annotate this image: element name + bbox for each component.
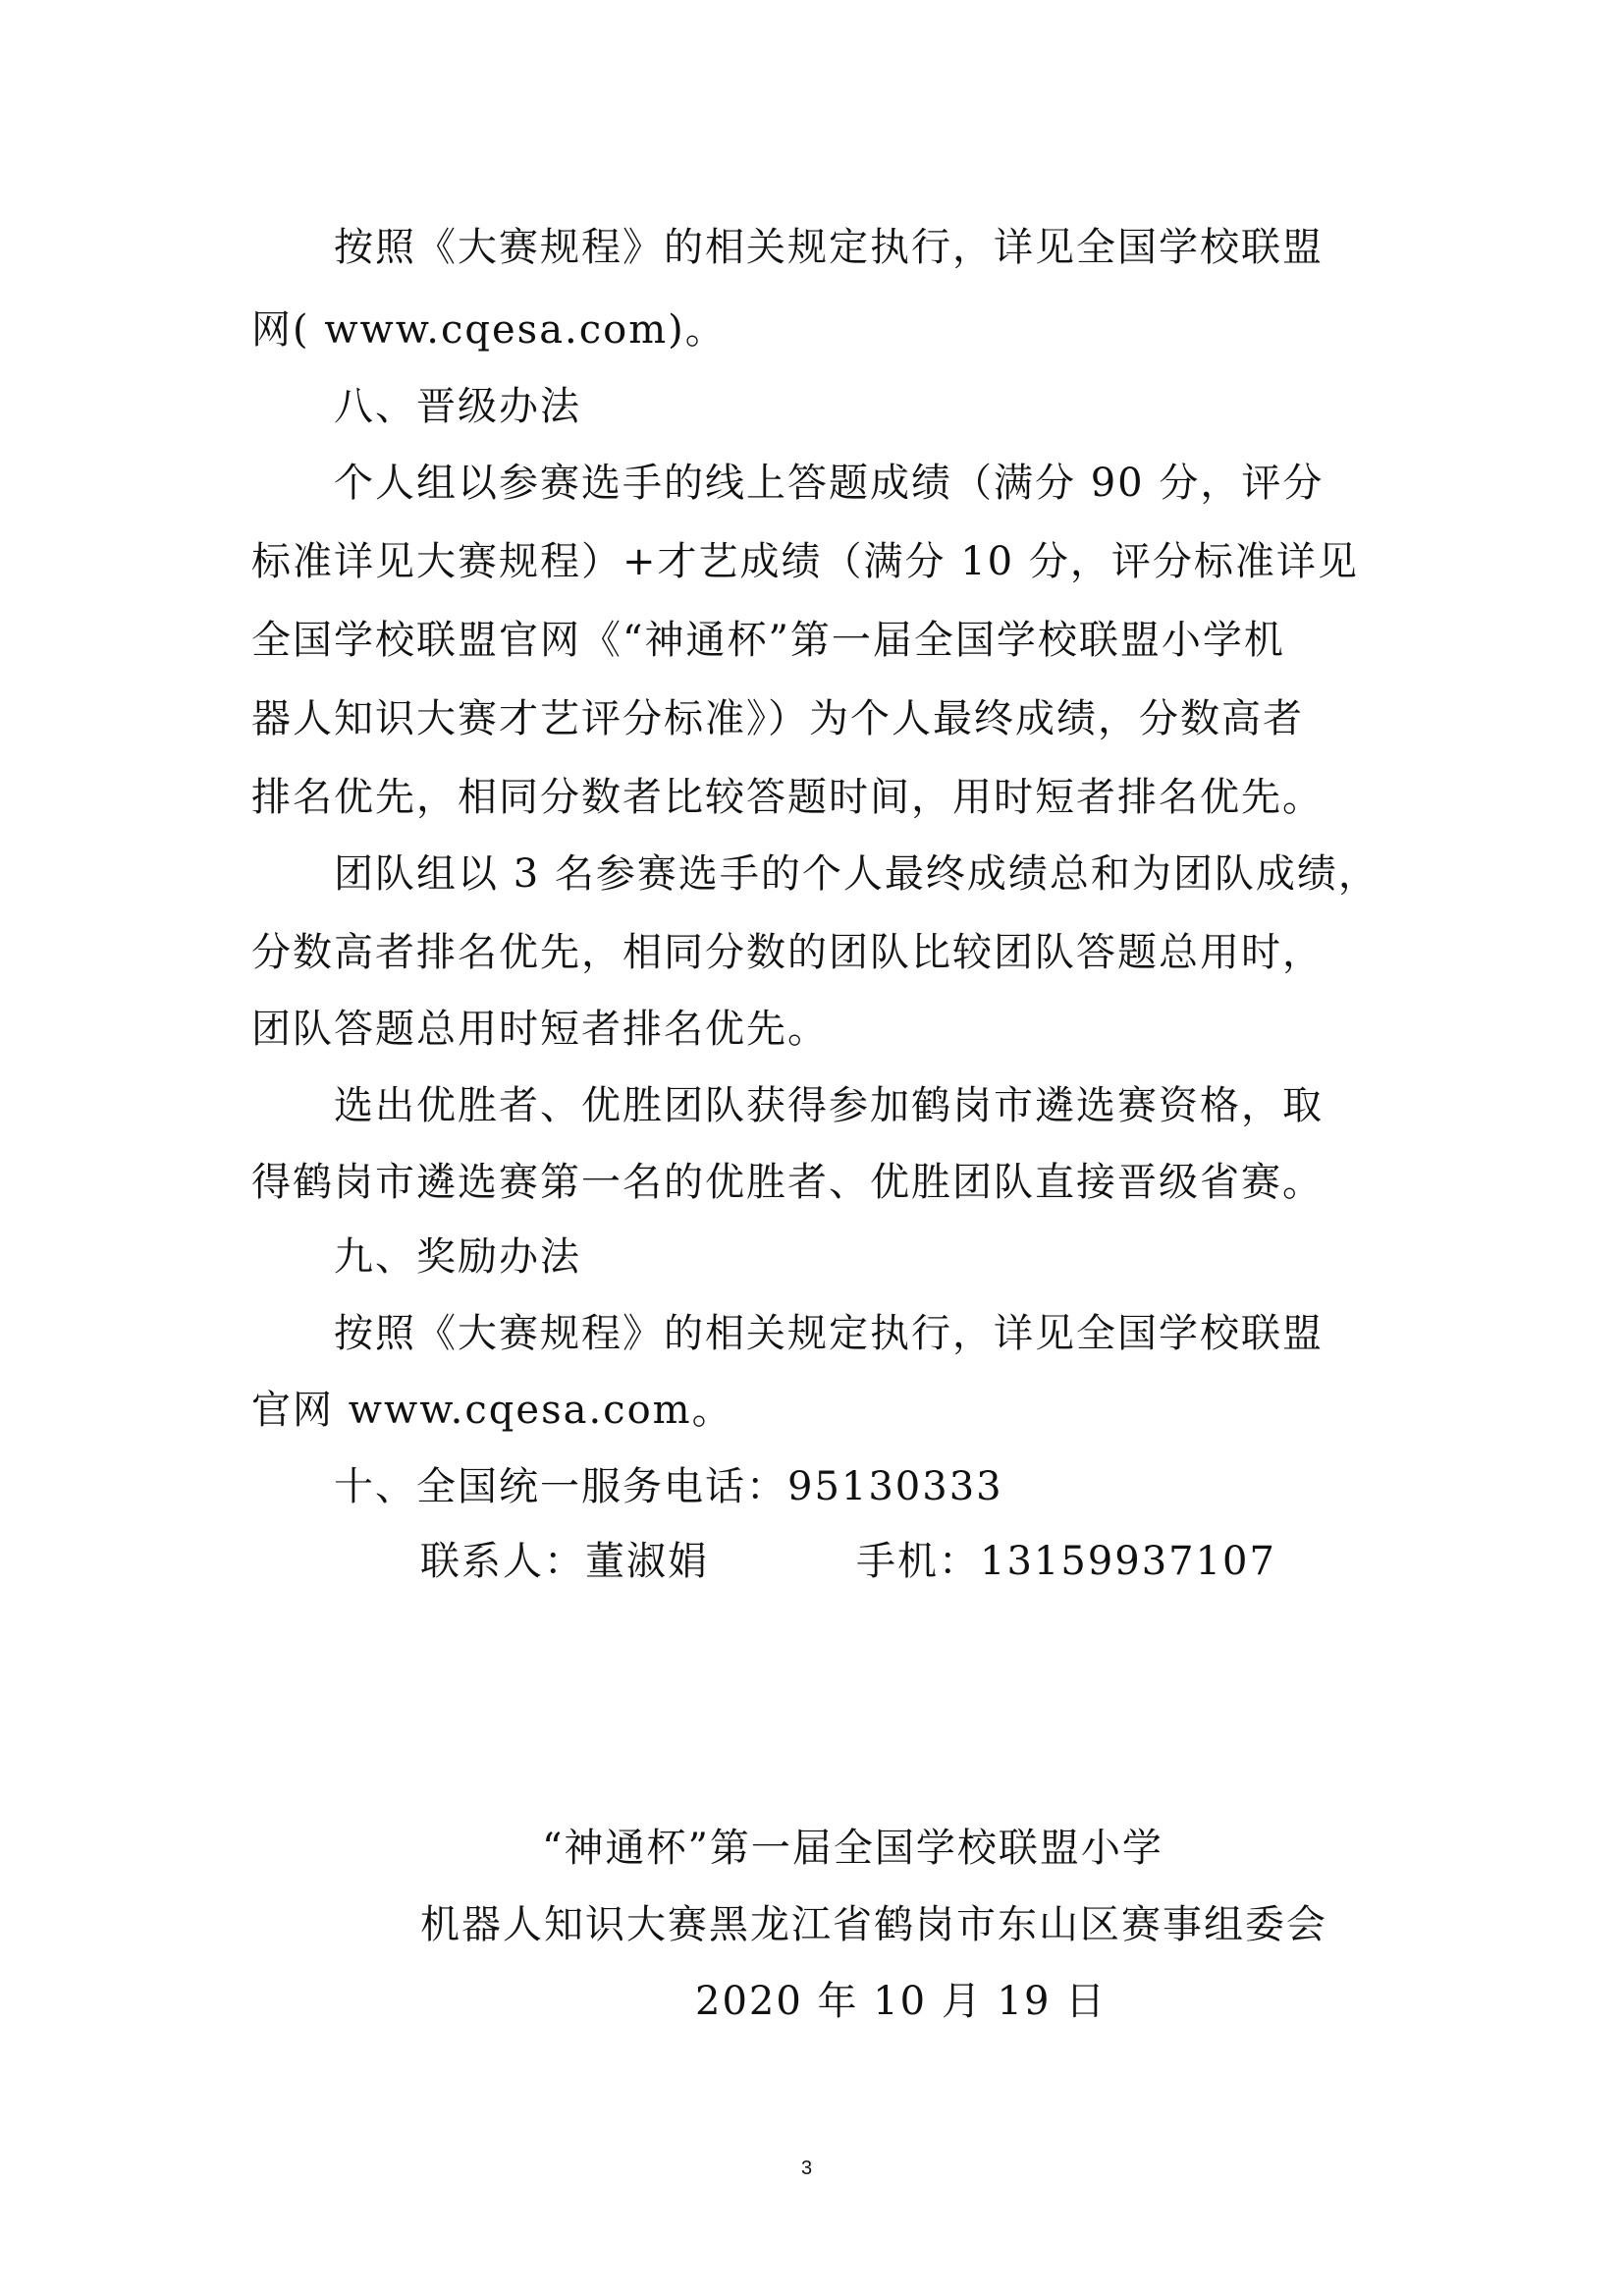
section9-heading: 九、奖励办法: [334, 1234, 581, 1280]
section8-para3-line-2: 得鹤岗市遴选赛第一名的优胜者、优胜团队直接晋级省赛。: [251, 1160, 1324, 1205]
section8-para2-line-3: 团队答题总用时短者排名优先。: [251, 1007, 829, 1052]
section8-para1-line-4: 器人知识大赛才艺评分标准》）为个人最终成绩，分数高者: [251, 696, 1304, 741]
contact-phone: 手机：13159937107: [856, 1539, 1276, 1584]
section8-para3-line-1: 选出优胜者、优胜团队获得参加鹤岗市遴选赛资格，取: [334, 1083, 1324, 1128]
closing-org-line-2: 机器人知识大赛黑龙江省鹤岗市东山区赛事组委会: [420, 1902, 1327, 1947]
section8-para1-line-5: 排名优先，相同分数者比较答题时间，用时短者排名优先。: [251, 775, 1324, 820]
section8-heading: 八、晋级办法: [334, 384, 581, 429]
section8-para1-line-2: 标准详见大赛规程）+才艺成绩（满分 10 分，评分标准详见: [251, 539, 1359, 584]
section9-text-line-2: 官网 www.cqesa.com。: [251, 1388, 733, 1433]
page-number: 3: [801, 2158, 813, 2179]
section8-para2-line-2: 分数高者排名优先，相同分数的团队比较团队答题总用时，: [251, 930, 1324, 975]
section9-text-line-1: 按照《大赛规程》的相关规定执行，详见全国学校联盟: [334, 1311, 1324, 1356]
closing-org-line-1: “神通杯”第一届全国学校联盟小学: [542, 1826, 1163, 1871]
section8-para1-line-3: 全国学校联盟官网《“神通杯”第一届全国学校联盟小学机: [251, 618, 1285, 663]
contact-name: 联系人：董淑娟: [420, 1539, 709, 1584]
section7-text-line-1: 按照《大赛规程》的相关规定执行，详见全国学校联盟: [334, 225, 1324, 270]
section8-para1-line-1: 个人组以参赛选手的线上答题成绩（满分 90 分，评分: [334, 461, 1325, 506]
section8-para2-line-1: 团队组以 3 名参赛选手的个人最终成绩总和为团队成绩，: [334, 851, 1380, 897]
contact-line: [420, 1536, 1559, 1587]
section10-heading: 十、全国统一服务电话：95130333: [334, 1464, 1003, 1509]
section7-text-line-2: 网( www.cqesa.com)。: [251, 307, 727, 353]
closing-date: 2020 年 10 月 19 日: [695, 1979, 1108, 2024]
